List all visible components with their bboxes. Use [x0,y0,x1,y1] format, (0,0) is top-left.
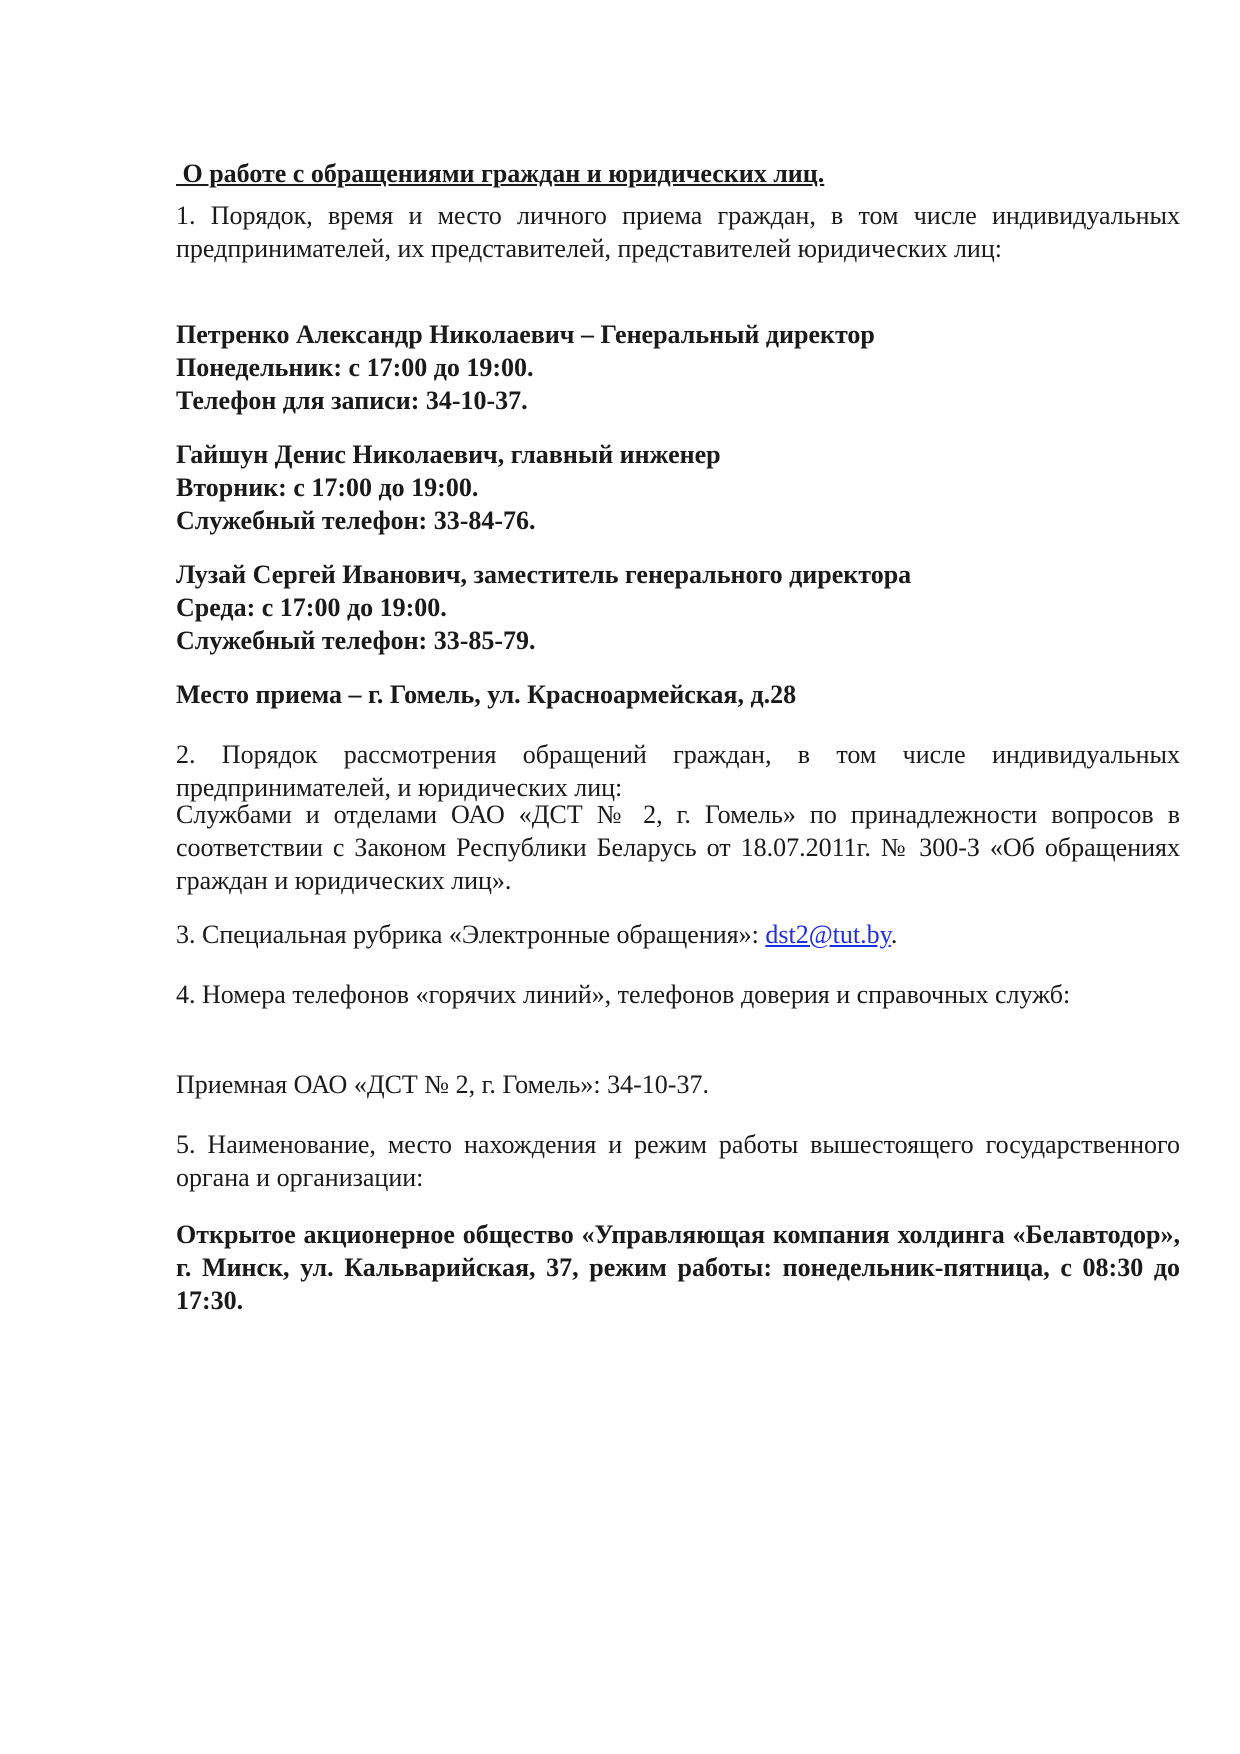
section-5-heading: 5. Наименование, место нахождения и режим работы вышестоящего государственного органа и организации: [176,1130,1180,1192]
official-2-schedule: Вторник: с 17:00 до 19:00. [176,473,479,502]
official-1-schedule: Понедельник: с 17:00 до 19:00. [176,353,534,382]
official-3-phone: Служебный телефон: 33-85-79. [176,626,536,655]
official-1-name: Петренко Александр Николаевич – Генеральный директор [176,320,875,349]
section-2-body: Службами и отделами ОАО «ДСТ № 2, г. Гомель» по принадлежности вопросов в соответствии с Законом Республики Беларусь от 18.07.2011г. № 300-З «Об обращениях граждан и юридических лиц». [176,800,1180,895]
official-1 [176,318,1180,417]
email-link[interactable]: dst2@tut.by [765,920,891,949]
section-4-heading: 4. Номера телефонов «горячих линий», телефонов доверия и справочных служб: [176,980,1071,1009]
official-3-schedule: Среда: с 17:00 до 19:00. [176,593,447,622]
official-2 [176,438,1180,537]
document-title: О работе с обращениями граждан и юридических лиц. [176,159,825,188]
official-1-phone: Телефон для записи: 34-10-37. [176,386,528,415]
section-3-end: . [890,920,898,949]
official-3 [176,558,1180,657]
section-3-text: 3. Специальная рубрика «Электронные обращения»: [176,920,766,949]
section-3 [176,918,1180,951]
official-2-phone: Служебный телефон: 33-84-76. [176,506,536,535]
section-4-reception: Приемная ОАО «ДСТ № 2, г. Гомель»: 34-10-37. [176,1070,709,1099]
section-1-intro: 1. Порядок, время и место личного приема граждан, в том числе индивидуальных предпринимателей, их представителей, представителей юридических лиц: [176,201,1180,263]
section-2-heading: 2. Порядок рассмотрения обращений граждан, в том числе индивидуальных предпринимателей, и юридических лиц: [176,740,1180,802]
section-5-organization: Открытое акционерное общество «Управляющая компания холдинга «Белавтодор», г. Минск, ул. Кальварийская, 37, режим работы: понедельник-пятница, с 08:30 до 17:30. [176,1220,1180,1315]
official-3-name: Лузай Сергей Иванович, заместитель генерального директора [176,560,912,589]
reception-place: Место приема – г. Гомель, ул. Красноармейская, д.28 [176,680,797,709]
official-2-name: Гайшун Денис Николаевич, главный инженер [176,440,721,469]
